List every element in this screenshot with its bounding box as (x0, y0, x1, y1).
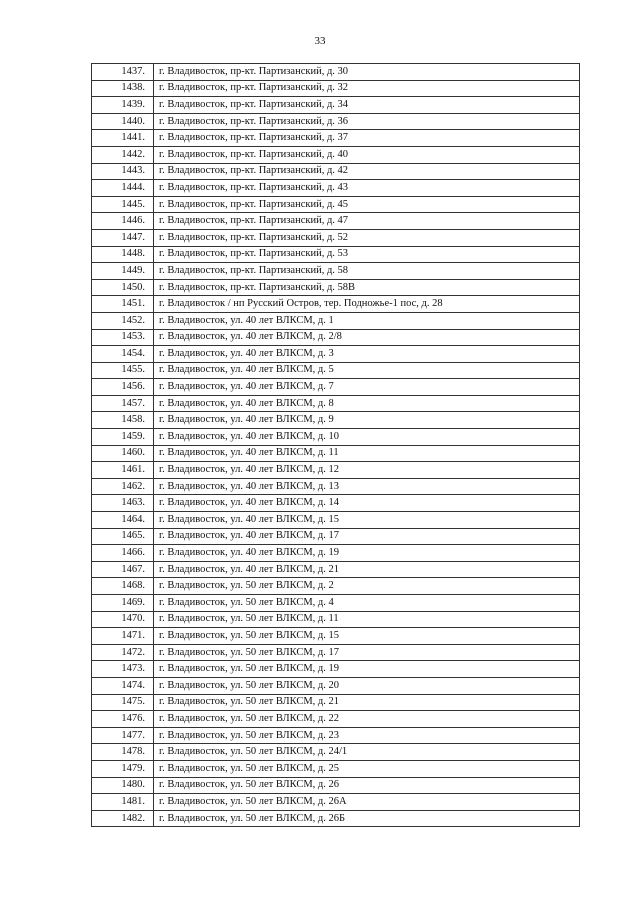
row-address: г. Владивосток, ул. 40 лет ВЛКСМ, д. 3 (154, 346, 580, 363)
table-row (92, 810, 580, 827)
page-number: 33 (314, 35, 326, 47)
row-address: г. Владивосток, ул. 50 лет ВЛКСМ, д. 26Б (154, 810, 580, 827)
row-number: 1446. (92, 213, 154, 230)
row-number: 1476. (92, 711, 154, 728)
table-row (92, 545, 580, 562)
row-address: г. Владивосток, пр-кт. Партизанский, д. 36 (154, 113, 580, 130)
row-number: 1473. (92, 661, 154, 678)
row-address: г. Владивосток, пр-кт. Партизанский, д. 32 (154, 80, 580, 97)
row-address: г. Владивосток, ул. 50 лет ВЛКСМ, д. 21 (154, 694, 580, 711)
table-row (92, 80, 580, 97)
row-number: 1462. (92, 478, 154, 495)
row-address: г. Владивосток, ул. 50 лет ВЛКСМ, д. 2 (154, 578, 580, 595)
row-address: г. Владивосток, пр-кт. Партизанский, д. 52 (154, 229, 580, 246)
row-address: г. Владивосток, ул. 40 лет ВЛКСМ, д. 11 (154, 445, 580, 462)
row-number: 1449. (92, 263, 154, 280)
row-address: г. Владивосток, ул. 50 лет ВЛКСМ, д. 15 (154, 628, 580, 645)
table-row (92, 97, 580, 114)
row-number: 1463. (92, 495, 154, 512)
table-row (92, 512, 580, 529)
row-number: 1477. (92, 727, 154, 744)
row-number: 1457. (92, 395, 154, 412)
table-row (92, 462, 580, 479)
row-address: г. Владивосток, ул. 50 лет ВЛКСМ, д. 4 (154, 595, 580, 612)
table-row (92, 362, 580, 379)
table-row (92, 478, 580, 495)
row-number: 1467. (92, 561, 154, 578)
row-address: г. Владивосток, пр-кт. Партизанский, д. 47 (154, 213, 580, 230)
row-number: 1454. (92, 346, 154, 363)
row-number: 1481. (92, 794, 154, 811)
row-number: 1464. (92, 512, 154, 529)
row-address: г. Владивосток, ул. 40 лет ВЛКСМ, д. 15 (154, 512, 580, 529)
row-number: 1471. (92, 628, 154, 645)
table-row (92, 611, 580, 628)
row-number: 1478. (92, 744, 154, 761)
table-row (92, 395, 580, 412)
row-number: 1460. (92, 445, 154, 462)
table-row (92, 760, 580, 777)
row-address: г. Владивосток, ул. 40 лет ВЛКСМ, д. 2/8 (154, 329, 580, 346)
row-address: г. Владивосток, пр-кт. Партизанский, д. 58В (154, 279, 580, 296)
table-row (92, 113, 580, 130)
row-address: г. Владивосток, ул. 50 лет ВЛКСМ, д. 20 (154, 677, 580, 694)
table-row (92, 130, 580, 147)
table-row (92, 694, 580, 711)
row-number: 1438. (92, 80, 154, 97)
table-row (92, 329, 580, 346)
table-row (92, 495, 580, 512)
row-number: 1448. (92, 246, 154, 263)
row-number: 1472. (92, 644, 154, 661)
row-address: г. Владивосток, ул. 50 лет ВЛКСМ, д. 17 (154, 644, 580, 661)
row-address: г. Владивосток, ул. 40 лет ВЛКСМ, д. 21 (154, 561, 580, 578)
row-number: 1468. (92, 578, 154, 595)
table-row (92, 727, 580, 744)
row-number: 1475. (92, 694, 154, 711)
table-row (92, 346, 580, 363)
row-number: 1447. (92, 229, 154, 246)
row-address: г. Владивосток, ул. 50 лет ВЛКСМ, д. 24/1 (154, 744, 580, 761)
row-address: г. Владивосток, пр-кт. Партизанский, д. 42 (154, 163, 580, 180)
address-table-body (92, 64, 580, 827)
row-address: г. Владивосток, ул. 40 лет ВЛКСМ, д. 5 (154, 362, 580, 379)
row-number: 1469. (92, 595, 154, 612)
table-row (92, 677, 580, 694)
row-address: г. Владивосток, ул. 50 лет ВЛКСМ, д. 19 (154, 661, 580, 678)
row-number: 1452. (92, 312, 154, 329)
table-row (92, 229, 580, 246)
row-address: г. Владивосток, ул. 40 лет ВЛКСМ, д. 14 (154, 495, 580, 512)
row-address: г. Владивосток, пр-кт. Партизанский, д. 37 (154, 130, 580, 147)
row-address: г. Владивосток, ул. 50 лет ВЛКСМ, д. 11 (154, 611, 580, 628)
table-row (92, 445, 580, 462)
row-address: г. Владивосток, ул. 50 лет ВЛКСМ, д. 26А (154, 794, 580, 811)
row-number: 1453. (92, 329, 154, 346)
table-row (92, 64, 580, 81)
table-row (92, 628, 580, 645)
table-row (92, 412, 580, 429)
row-number: 1450. (92, 279, 154, 296)
table-row (92, 794, 580, 811)
table-row (92, 379, 580, 396)
table-row (92, 561, 580, 578)
row-number: 1439. (92, 97, 154, 114)
table-row (92, 163, 580, 180)
table-row (92, 744, 580, 761)
row-address: г. Владивосток, ул. 40 лет ВЛКСМ, д. 8 (154, 395, 580, 412)
row-address: г. Владивосток, ул. 40 лет ВЛКСМ, д. 17 (154, 528, 580, 545)
row-number: 1465. (92, 528, 154, 545)
table-row (92, 595, 580, 612)
row-number: 1470. (92, 611, 154, 628)
row-number: 1458. (92, 412, 154, 429)
table-row (92, 263, 580, 280)
row-address: г. Владивосток, ул. 40 лет ВЛКСМ, д. 12 (154, 462, 580, 479)
row-address: г. Владивосток, ул. 50 лет ВЛКСМ, д. 25 (154, 760, 580, 777)
address-table (91, 63, 580, 827)
row-address: г. Владивосток, пр-кт. Партизанский, д. 58 (154, 263, 580, 280)
table-row (92, 312, 580, 329)
row-address: г. Владивосток, ул. 40 лет ВЛКСМ, д. 9 (154, 412, 580, 429)
table-row (92, 180, 580, 197)
table-row (92, 777, 580, 794)
row-number: 1445. (92, 196, 154, 213)
row-number: 1461. (92, 462, 154, 479)
row-address: г. Владивосток, ул. 40 лет ВЛКСМ, д. 13 (154, 478, 580, 495)
row-number: 1437. (92, 64, 154, 81)
table-row (92, 296, 580, 313)
row-address: г. Владивосток, пр-кт. Партизанский, д. 40 (154, 146, 580, 163)
row-address: г. Владивосток, пр-кт. Партизанский, д. 53 (154, 246, 580, 263)
table-row (92, 196, 580, 213)
row-number: 1441. (92, 130, 154, 147)
row-number: 1459. (92, 429, 154, 446)
row-number: 1455. (92, 362, 154, 379)
row-address: г. Владивосток, ул. 50 лет ВЛКСМ, д. 26 (154, 777, 580, 794)
row-number: 1479. (92, 760, 154, 777)
table-row (92, 279, 580, 296)
table-row (92, 578, 580, 595)
row-number: 1444. (92, 180, 154, 197)
row-number: 1480. (92, 777, 154, 794)
row-address: г. Владивосток, ул. 50 лет ВЛКСМ, д. 23 (154, 727, 580, 744)
row-address: г. Владивосток / нп Русский Остров, тер. Подножье-1 пос, д. 28 (154, 296, 580, 313)
row-number: 1466. (92, 545, 154, 562)
table-row (92, 146, 580, 163)
row-address: г. Владивосток, ул. 40 лет ВЛКСМ, д. 19 (154, 545, 580, 562)
table-row (92, 661, 580, 678)
row-number: 1443. (92, 163, 154, 180)
row-number: 1440. (92, 113, 154, 130)
row-number: 1482. (92, 810, 154, 827)
row-number: 1474. (92, 677, 154, 694)
row-number: 1442. (92, 146, 154, 163)
row-address: г. Владивосток, пр-кт. Партизанский, д. 43 (154, 180, 580, 197)
row-address: г. Владивосток, пр-кт. Партизанский, д. 45 (154, 196, 580, 213)
row-address: г. Владивосток, ул. 40 лет ВЛКСМ, д. 1 (154, 312, 580, 329)
table-row (92, 711, 580, 728)
row-address: г. Владивосток, пр-кт. Партизанский, д. 34 (154, 97, 580, 114)
table-row (92, 528, 580, 545)
table-row (92, 246, 580, 263)
row-number: 1456. (92, 379, 154, 396)
table-row (92, 213, 580, 230)
row-address: г. Владивосток, ул. 50 лет ВЛКСМ, д. 22 (154, 711, 580, 728)
table-row (92, 429, 580, 446)
row-address: г. Владивосток, ул. 40 лет ВЛКСМ, д. 7 (154, 379, 580, 396)
row-address: г. Владивосток, пр-кт. Партизанский, д. 30 (154, 64, 580, 81)
row-number: 1451. (92, 296, 154, 313)
table-row (92, 644, 580, 661)
row-address: г. Владивосток, ул. 40 лет ВЛКСМ, д. 10 (154, 429, 580, 446)
